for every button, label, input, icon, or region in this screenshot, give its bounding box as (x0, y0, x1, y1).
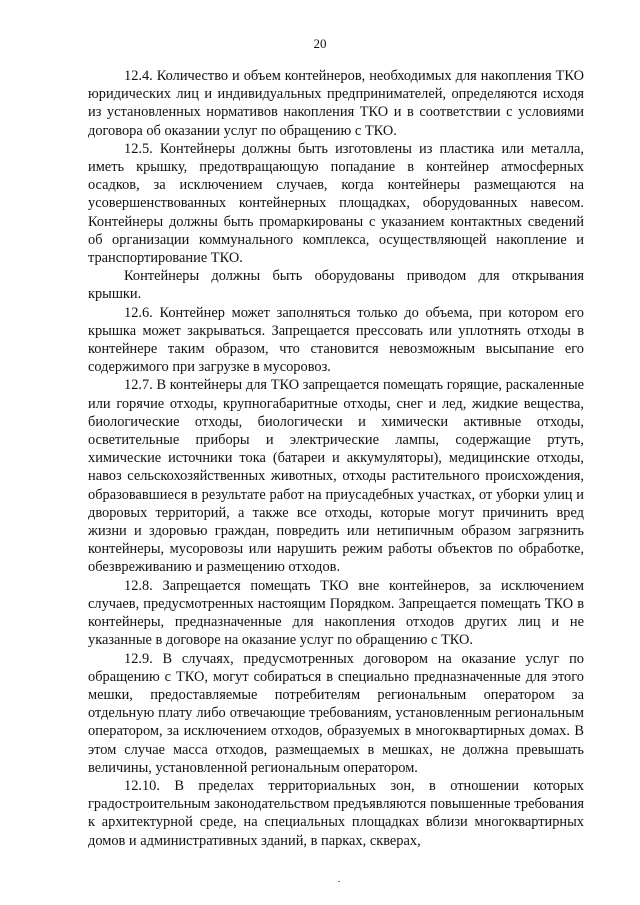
scan-speck (338, 881, 340, 882)
page-number: 20 (313, 36, 327, 51)
document-body (88, 67, 584, 850)
paragraph-12-8: 12.8. Запрещается помещать ТКО вне контейнеров, за исключением случаев, предусмотренных настоящим Порядком. Запрещается помещать ТКО в контейнеры, предназначенные для накопления отходов других лиц и не указанные в договоре на оказание услуг по обращению с ТКО. (88, 577, 584, 649)
paragraph-12-6: 12.6. Контейнер может заполняться только до объема, при котором его крышка может закрываться. Запрещается прессовать или уплотнять отходы в контейнере таким образом, что становится невозможным высыпание его содержимого при загрузке в мусоровоз. (88, 304, 584, 376)
paragraph-12-5: 12.5. Контейнеры должны быть изготовлены из пластика или металла, иметь крышку, предотвращающую попадание в контейнер атмосферных осадков, за исключением случаев, когда контейнеры размещаются на усовершенствованных контейнерных площадках, оборудованных навесом. Контейнеры должны быть промаркированы с указанием контактных сведений об организации коммунального комплекса, осуществляющей накопление и транспортирование ТКО. (88, 140, 584, 267)
paragraph-12-4: 12.4. Количество и объем контейнеров, необходимых для накопления ТКО юридических лиц и индивидуальных предпринимателей, определяются исходя из установленных нормативов накопления ТКО и в соответствии с условиями договора об оказании услуг по обращению с ТКО. (88, 68, 584, 139)
paragraph-12-7: 12.7. В контейнеры для ТКО запрещается помещать горящие, раскаленные или горячие отходы, крупногабаритные отходы, снег и лед, жидкие вещества, биологические отходы, биологически и химически активные отходы, осветительные приборы и электрические лампы, содержащие ртуть, химические источники тока (батареи и аккумуляторы), медицинские отходы, навоз сельскохозяйственных животных, отходы растительного происхождения, образовавшиеся в результате работ на приусадебных участках, от уборки улиц и дворовых территорий, а также все отходы, которые могут причинить вред жизни и здоровью граждан, повредить или нетипичным образом загрязнить контейнеры, мусоровозы или нарушить режим работы объектов по обработке, обезвреживанию и размещению отходов. (88, 377, 584, 576)
paragraph-12-9: 12.9. В случаях, предусмотренных договором на оказание услуг по обращению с ТКО, могут собираться в специально предназначенные для этого мешки, предоставляемые потребителям региональным оператором за отдельную плату либо отвечающие требованиям, установленным региональным оператором, за исключением отходов, образуемых в многоквартирных домах. В этом случае масса отходов, размещаемых в мешках, не должна превышать величины, установленной региональным оператором. (88, 650, 584, 776)
paragraph-container-lid-drive: Контейнеры должны быть оборудованы приводом для открывания крышки. (88, 268, 584, 303)
paragraph-12-10: 12.10. В пределах территориальных зон, в отношении которых градостроительным законодательством предъявляются повышенные требования к архитектурной среде, на специальных площадках вблизи многоквартирных домов и административных зданий, в парках, скверах, (88, 777, 584, 849)
